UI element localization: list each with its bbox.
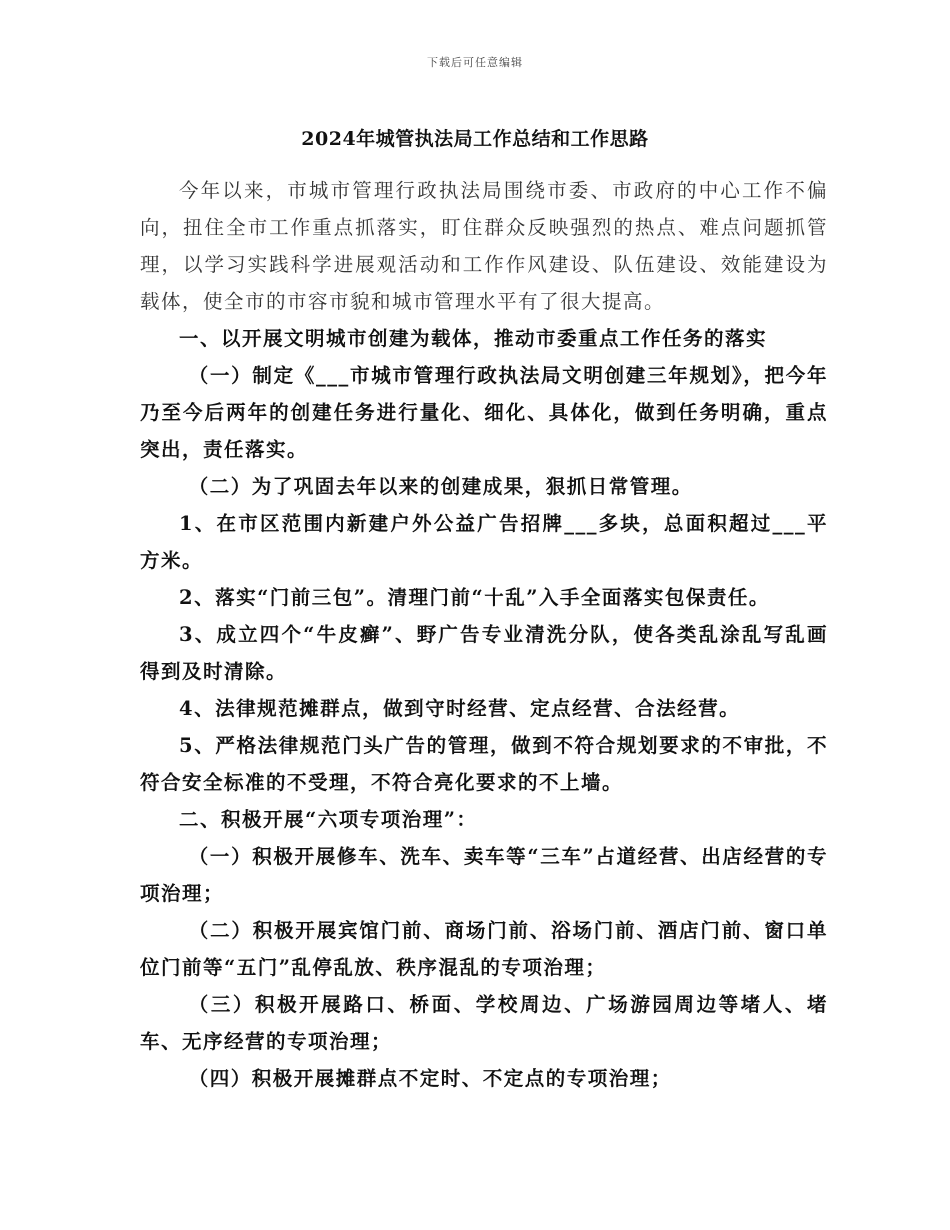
section-heading-1: 一、以开展文明城市创建为载体，推动市委重点工作任务的落实 — [179, 327, 768, 350]
list-item-3: 3、成立四个“牛皮癣”、野广告专业清洗分队，使各类乱涂乱写乱画得到及时清除。 — [140, 623, 828, 683]
section-heading-2: 二、积极开展“六项专项治理”： — [179, 808, 478, 831]
subsection-2-1: （一）积极开展修车、洗车、卖车等“三车”占道经营、出店经营的专项治理； — [140, 845, 828, 905]
subsection-1-2: （二）为了巩固去年以来的创建成果，狠抓日常管理。 — [188, 475, 693, 498]
subsection-2-4: （四）积极开展摊群点不定时、不定点的专项治理； — [188, 1067, 672, 1090]
list-item-1: 1、在市区范围内新建户外公益广告招牌___多块，总面积超过___平方米。 — [140, 512, 828, 572]
list-item-2: 2、落实“门前三包”。清理门前“十乱”入手全面落实包保责任。 — [179, 586, 770, 609]
header-note: 下载后可任意编辑 — [427, 56, 523, 69]
list-item-4: 4、法律规范摊群点，做到守时经营、定点经营、合法经营。 — [179, 697, 741, 720]
intro-paragraph: 今年以来，市城市管理行政执法局围绕市委、市政府的中心工作不偏向，扭住全市工作重点抓落实，盯住群众反映强烈的热点、难点问题抓管理，以学习实践科学进展观活动和工作作风建设、队伍建设、效能建设为载体，使全市的市容市貌和城市管理水平有了很大提高。 — [140, 179, 828, 313]
subsection-2-3: （三）积极开展路口、桥面、学校周边、广场游园周边等堵人、堵车、无序经营的专项治理； — [140, 993, 828, 1053]
document-body — [140, 172, 828, 1097]
document-title: 2024年城管执法局工作总结和工作思路 — [301, 128, 649, 150]
list-item-5: 5、严格法律规范门头广告的管理，做到不符合规划要求的不审批，不符合安全标准的不受理，不符合亮化要求的不上墙。 — [140, 734, 828, 794]
subsection-2-2: （二）积极开展宾馆门前、商场门前、浴场门前、酒店门前、窗口单位门前等“五门”乱停乱放、秩序混乱的专项治理； — [140, 919, 828, 979]
subsection-1-1: （一）制定《___市城市管理行政执法局文明创建三年规划》，把今年乃至今后两年的创建任务进行量化、细化、具体化，做到任务明确，重点突出，责任落实。 — [140, 364, 828, 461]
